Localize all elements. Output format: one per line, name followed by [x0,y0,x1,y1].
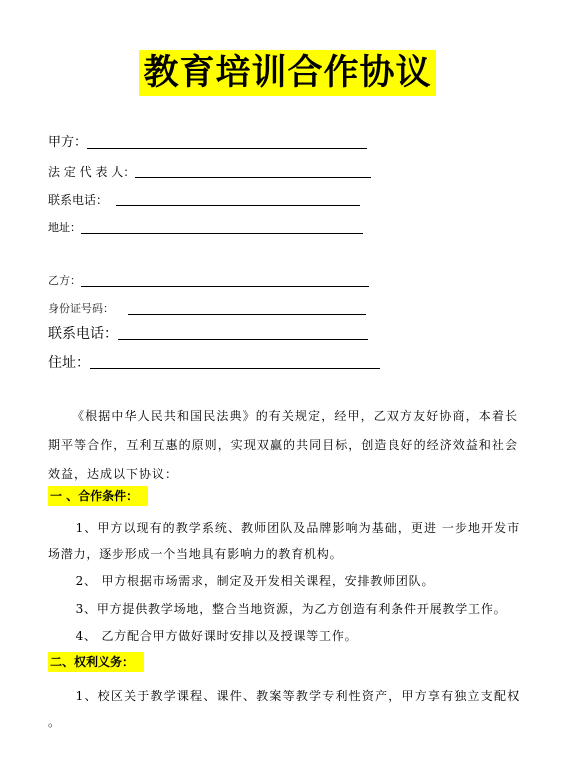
party-a-address-field[interactable] [48,220,363,236]
party-a-field[interactable] [48,135,367,151]
id-number-input-line[interactable] [128,313,366,315]
section-1-item: 2、 甲方根据市场需求，制定及开发相关课程，安排教师团队。 [75,574,435,588]
id-number-label: 身份证号码： [48,302,114,315]
section-2-item: 1、校区关于教学课程、课件、教案等教学专利性资产，甲方享有独立支配权 。 [48,689,520,729]
party-a-address-input-line[interactable] [81,232,363,234]
section-1-item: 4、 乙方配合甲方做好课时安排以及授课等工作。 [75,629,358,643]
party-b-label: 乙方： [48,274,81,287]
section-1-item: 3、甲方提供教学场地，整合当地资源，为乙方创造有利条件开展教学工作。 [75,602,507,616]
party-a-input-line[interactable] [87,147,367,149]
party-b-phone-field[interactable] [48,326,368,342]
section-1-item: 1、甲方以现有的教学系统、教师团队及品牌影响为基础，更进 一步地开发市场潜力，逐步形成一个当地具有影响力的教育机构。 [48,521,520,561]
party-b-field[interactable] [48,273,369,289]
party-b-phone-input-line[interactable] [118,338,368,340]
legal-rep-label: 法 定 代 表 人： [48,165,136,179]
party-b-address-input-line[interactable] [90,367,380,369]
party-a-phone-field[interactable] [48,192,360,208]
section-1-heading: 一 、合作条件： [48,486,148,506]
legal-rep-field[interactable] [48,164,371,180]
party-b-address-label: 住址： [48,355,90,371]
party-b-input-line[interactable] [81,285,369,287]
section-2-heading: 二、权利义务： [48,652,144,672]
party-a-phone-input-line[interactable] [116,204,360,206]
party-b-address-field[interactable] [48,355,380,371]
party-b-phone-label: 联系电话： [48,326,118,342]
title-container [0,50,575,96]
party-a-address-label: 地址： [48,221,81,234]
party-a-phone-label: 联系电话： [48,193,109,207]
party-a-label: 甲方： [48,135,88,150]
document-title: 教育培训合作协议 [139,50,435,96]
intro-paragraph: 《根据中华人民共和国民法典》的有关规定，经甲，乙双方友好协商，本着长期平等合作，互利互惠的原则，实现双赢的共同目标，创造良好的经济效益和社会效益，达成以下协议： [48,409,518,481]
legal-rep-input-line[interactable] [135,176,371,178]
id-number-field[interactable] [48,301,366,317]
